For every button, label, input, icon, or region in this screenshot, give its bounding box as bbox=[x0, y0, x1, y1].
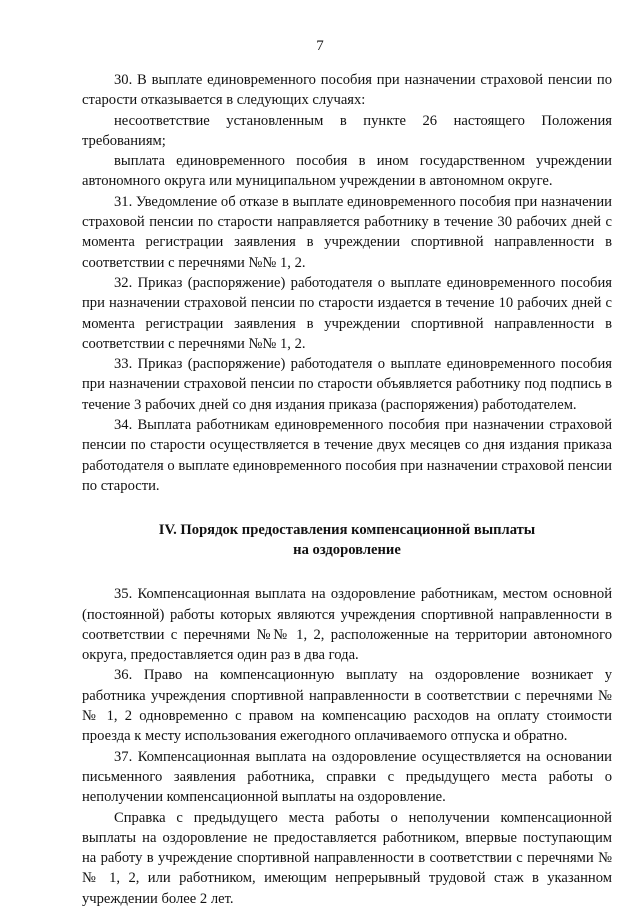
paragraph-30-case-1: несоответствие установленным в пункте 26 настоящего Положения требованиям; bbox=[82, 112, 612, 149]
section-heading-line-1: IV. Порядок предоставления компенсационной выплаты bbox=[158, 522, 536, 539]
paragraph-36: 36. Право на компенсационную выплату на оздоровление возникает у работника учреждения спортивной направленности в соответствии с перечнями №№ 1, 2 одновременно с правом на компенсацию расходов на оплату стоимости проезда к месту использования ежегодного оплачиваемого отпуска и обратно. bbox=[82, 667, 612, 745]
paragraph-30-case-2: выплата единовременного пособия в ином государственном учреждении автономного округа или муниципальном учреждении в автономном округе. bbox=[82, 153, 612, 190]
section-heading bbox=[82, 520, 612, 560]
paragraph-35: 35. Компенсационная выплата на оздоровление работникам, местом основной (постоянной) работы которых являются учреждения спортивной направленности в соответствии с перечнями №№ 1, 2, расположенные на территории автономного округа, предоставляется один раз в два года. bbox=[82, 586, 612, 664]
document-body bbox=[82, 70, 612, 909]
paragraph-34: 34. Выплата работникам единовременного пособия при назначении страховой пенсии по старости осуществляется в течение двух месяцев со дня издания приказа работодателя о выплате единовременного пособия при назначении страховой пенсии по старости. bbox=[82, 417, 612, 494]
paragraph-37: 37. Компенсационная выплата на оздоровление осуществляется на основании письменного заявления работника, справки с предыдущего места работы о неполучении компенсационной выплаты на оздоровление. bbox=[82, 748, 612, 806]
section-heading-line-2: на оздоровление bbox=[293, 542, 401, 559]
paragraph-33: 33. Приказ (распоряжение) работодателя о выплате единовременного пособия при назначении страховой пенсии по старости объявляется работнику под подпись в течение 3 рабочих дней со дня издания приказа (распоряжения) работодателем. bbox=[82, 356, 612, 413]
paragraph-31: 31. Уведомление об отказе в выплате единовременного пособия при назначении страховой пенсии по старости направляется работнику в течение 30 рабочих дней с момента регистрации заявления в учреждении спортивной направленности в соответствии с перечнями №№ 1, 2. bbox=[82, 193, 612, 271]
paragraph-30: 30. В выплате единовременного пособия при назначении страховой пенсии по старости отказывается в следующих случаях: bbox=[82, 72, 612, 109]
paragraph-32: 32. Приказ (распоряжение) работодателя о выплате единовременного пособия при назначении страховой пенсии по старости издается в течение 10 рабочих дней с момента регистрации заявления в учреждении спортивной направленности в соответствии с перечнями №№ 1, 2. bbox=[82, 274, 612, 352]
page-number: 7 bbox=[316, 38, 324, 54]
paragraph-37-note: Справка с предыдущего места работы о неполучении компенсационной выплаты на оздоровление не предоставляется работником, впервые поступающим на работу в учреждение спортивной направленности в соответствии с перечнями №№ 1, 2, или работником, имеющим непрерывный трудовой стаж в указанном учреждении более 2 лет. bbox=[82, 809, 612, 907]
